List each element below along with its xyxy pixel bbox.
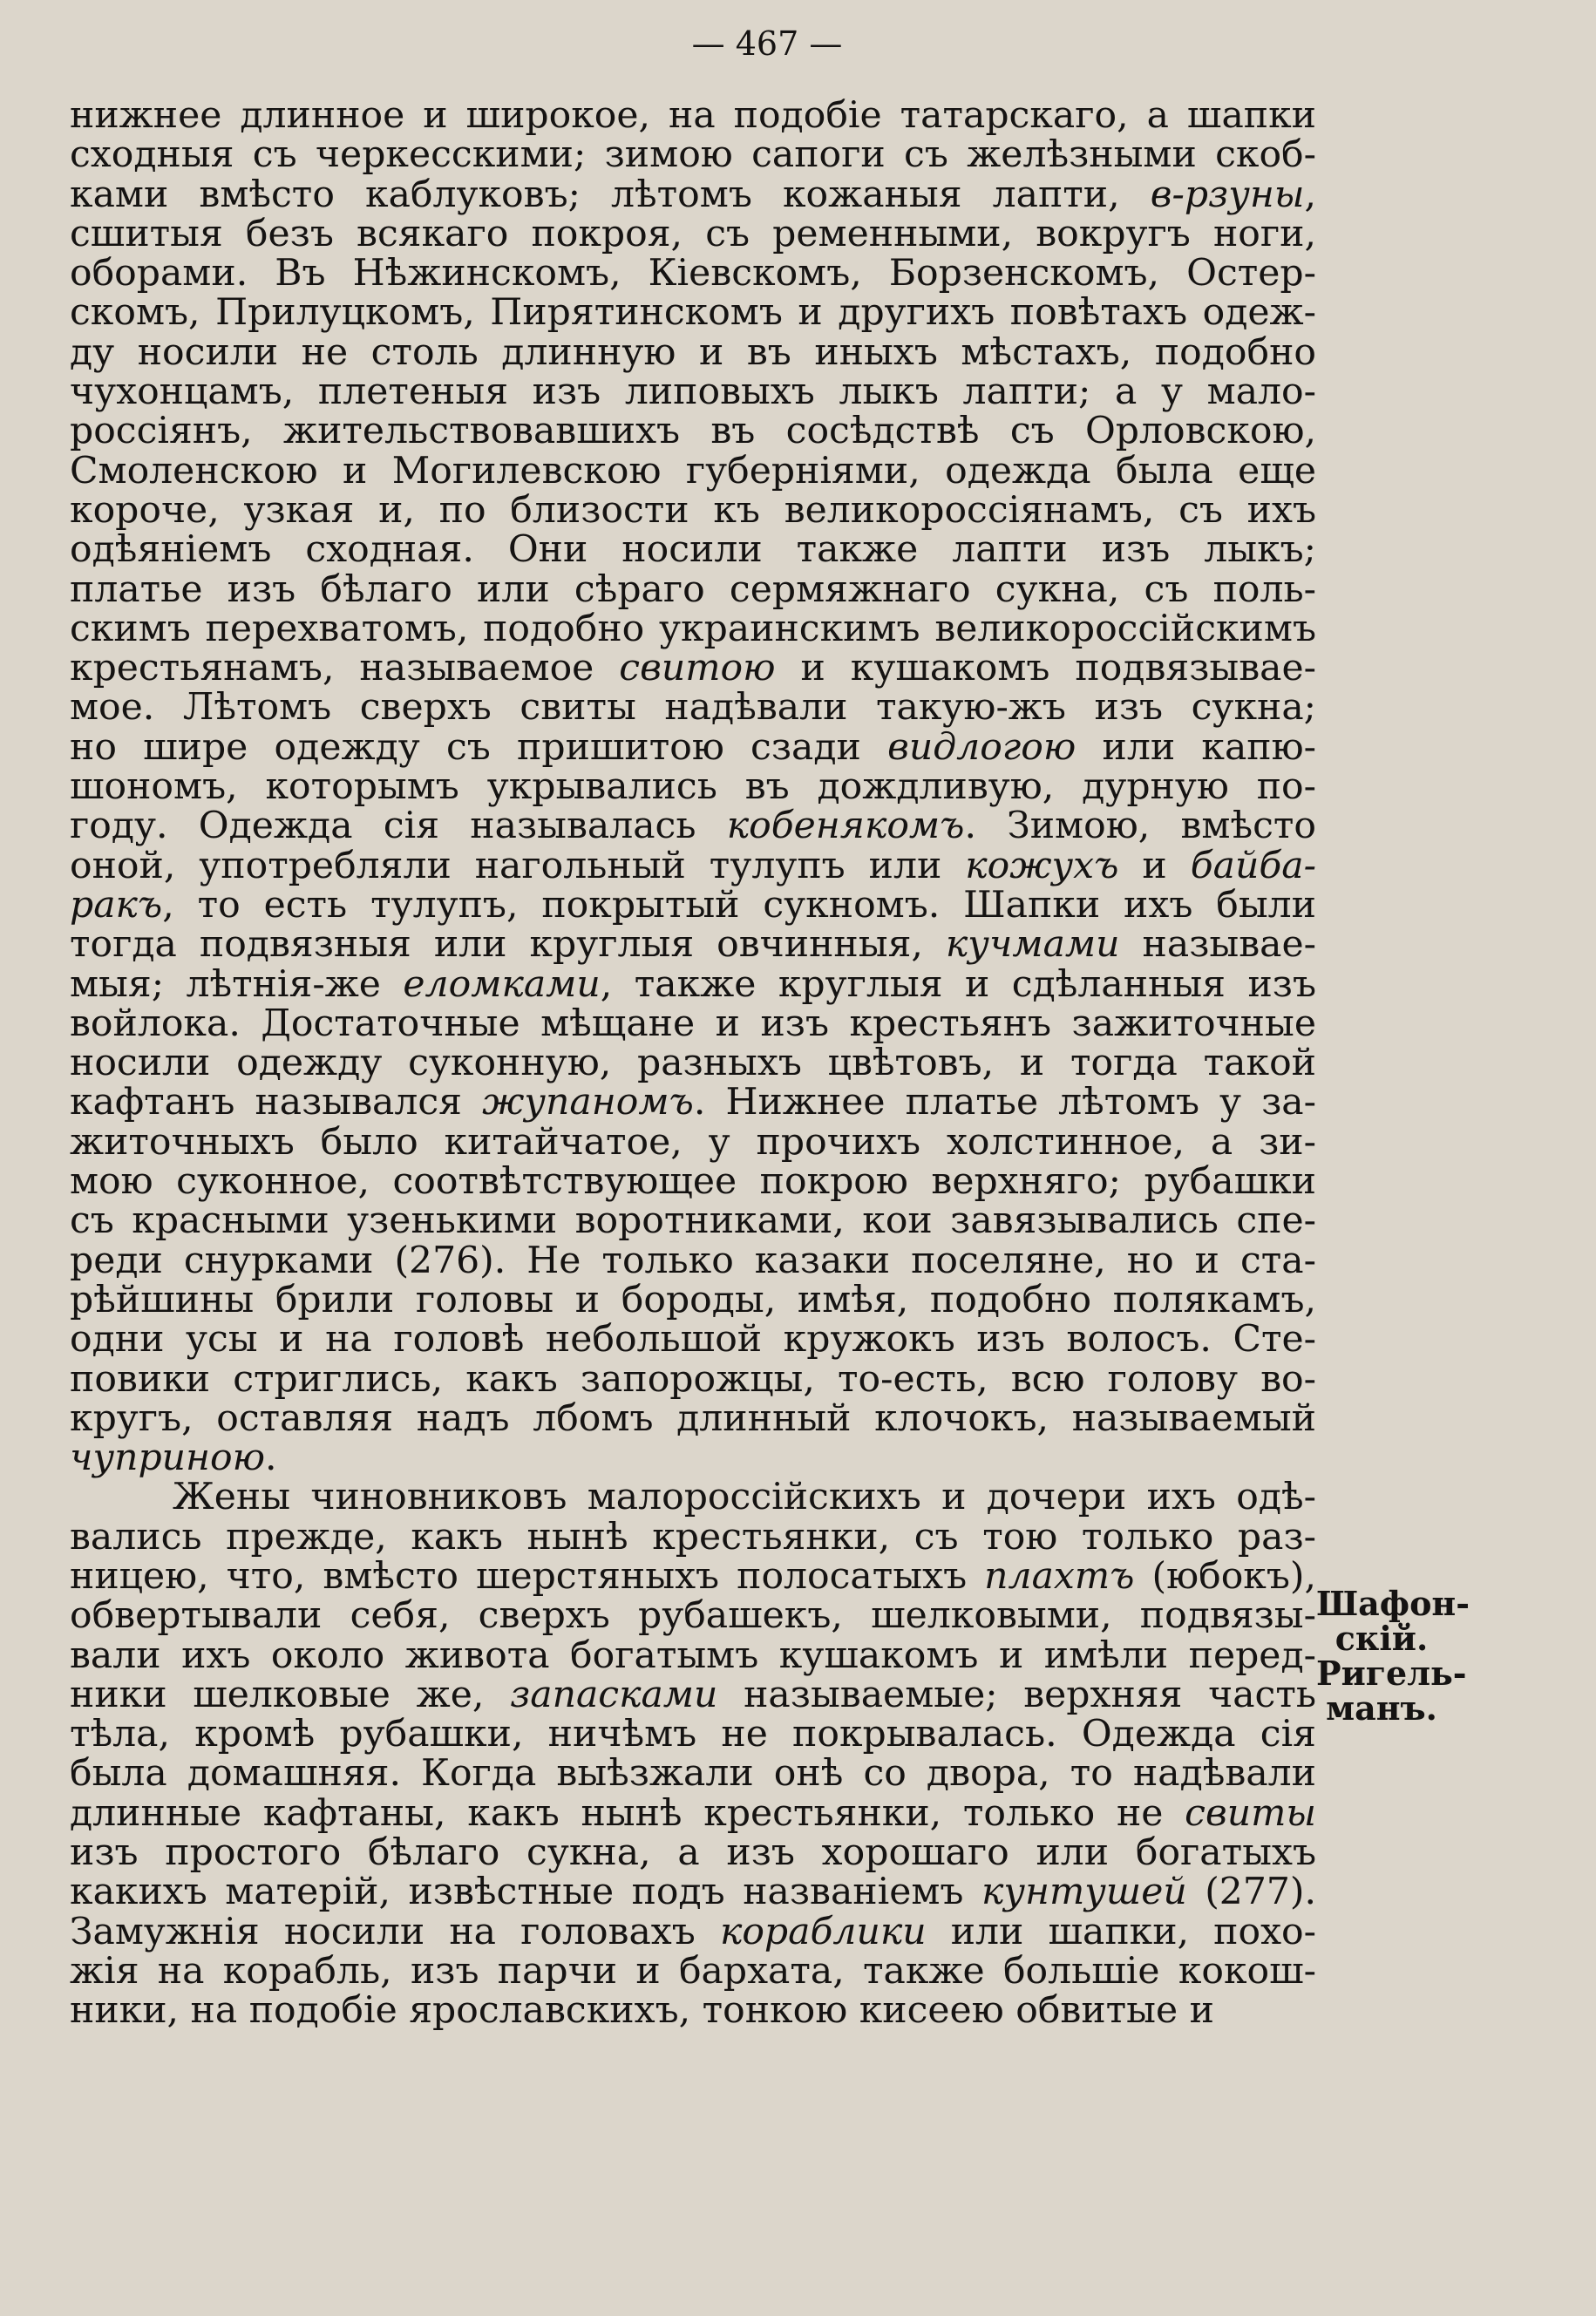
italic-term: плахтъ [984,1554,1135,1598]
text-segment: мыя; лѣтнія-же [70,962,404,1006]
text-segment: ники, на подобіе ярославскихъ, тонкою кисеею обвитые и [70,1989,1214,2033]
text-line [70,370,1316,414]
text-segment: была домашняя. Когда выѣзжали онѣ со двора, то надѣвали [70,1752,1316,1796]
text-segment: Жены чиновниковъ малороссійскихъ и дочери ихъ одѣ- [173,1476,1316,1519]
text-line [70,1241,1316,1280]
paragraph-2 [70,1476,1316,2033]
text-line [70,330,1316,374]
text-line [70,846,1316,886]
text-segment: одѣяніемъ сходная. Они носили также лапти изъ лыкъ; [70,528,1316,572]
text-line [70,1357,1316,1401]
text-line [70,1912,1316,1952]
text-segment: сшитыя безъ всякаго покроя, съ ременными, вокругъ ноги, [70,212,1316,255]
paragraph-1 [70,94,1317,1480]
text-segment: ками вмѣсто каблуковъ; лѣтомъ кожаныя лапти, [70,173,1151,216]
page-number: 467 [735,24,799,63]
text-segment: шономъ, которымъ укрывались въ дождливую, дурную по- [70,765,1316,809]
text-segment: чухонцамъ, плетеныя изъ липовыхъ лыкъ лапти; а у мало- [70,370,1316,414]
text-line [70,1949,1316,1993]
text-line [70,725,1316,769]
italic-term: свитою [619,647,776,690]
text-segment: тѣла, кромѣ рубашки, ничѣмъ не покрывалась. Одежда сія [70,1713,1316,1756]
text-line [70,96,1316,135]
text-line [70,1477,1316,1517]
text-segment: Замужнія носили на головахъ [70,1910,720,1953]
text-segment: кафтанъ назывался [70,1081,483,1124]
text-segment: , [1304,173,1316,216]
text-segment: , то есть тулупъ, покрытый сукномъ. Шапки ихъ были [162,883,1316,927]
text-line [70,1633,1316,1677]
text-line [70,1280,1316,1320]
italic-term: в-рзуны [1150,173,1305,216]
text-line [70,567,1316,611]
page-header [0,24,1534,63]
text-line [70,962,1316,1006]
text-line [70,1752,1316,1796]
text-line [70,1160,1316,1204]
text-segment: но шире одежду съ пришитою сзади [70,725,888,769]
text-segment: или капю- [1076,725,1316,769]
text-line [70,1083,1316,1122]
text-segment: платье изъ бѣлаго или сѣраго сермяжнаго сукна, съ поль- [70,567,1316,611]
text-line [70,1515,1316,1559]
text-line [70,1436,1316,1480]
text-segment: сходныя съ черкесскими; зимою сапоги съ желѣзными скоб- [70,133,1316,177]
margin-note-line: скій. [1335,1619,1429,1658]
text-segment: россіянъ, жительствовавшихъ въ сосѣдствѣ съ Орловскою, [70,410,1316,453]
margin-note-line: манъ. [1326,1688,1437,1728]
margin-note-line: Ригель- [1316,1654,1467,1693]
text-segment: году. Одежда сія называлась [70,805,727,848]
text-segment: ду носили не столь длинную и въ иныхъ мѣстахъ, подобно [70,330,1316,374]
header-dash-right: — [798,24,843,63]
text-line [70,1791,1316,1835]
text-segment: крестьянамъ, называемое [70,647,620,690]
text-segment: ники шелковые же, [70,1673,511,1716]
text-line [70,1120,1316,1164]
text-line [70,649,1316,688]
text-segment: обвертывали себя, сверхъ рубашекъ, шелковыми, подвязы- [70,1594,1316,1638]
italic-term: кобенякомъ [726,805,965,848]
italic-term: кожухъ [965,844,1119,887]
text-line [70,411,1316,451]
text-line [70,1831,1316,1875]
text-line [70,528,1316,572]
header-dash-left: — [691,24,736,63]
italic-term: кунтушей [981,1871,1187,1914]
italic-term: запасками [510,1673,718,1716]
text-line [70,175,1316,214]
text-line [70,1199,1316,1243]
text-segment: . Нижнее платье лѣтомъ у за- [693,1081,1316,1124]
italic-term: видлогою [887,725,1076,769]
text-segment: . [265,1436,277,1480]
text-line [70,1594,1316,1638]
text-segment: кругъ, оставляя надъ лбомъ длинный клочокъ, называемый [70,1396,1316,1440]
text-segment: войлока. Достаточные мѣщане и изъ крестьянъ зажиточные [70,1002,1316,1045]
italic-term: ракъ [70,883,163,927]
italic-term: еломками [403,962,601,1006]
text-segment: одни усы и на головѣ небольшой кружокъ изъ волосъ. Сте- [70,1318,1316,1362]
text-segment: Смоленскою и Могилевскою губерніями, одежда была еще [70,449,1316,492]
text-line [70,1675,1316,1715]
italic-term: жупаномъ [482,1081,694,1124]
text-line [70,133,1316,177]
text-segment: (юбокъ), [1134,1554,1316,1598]
text-segment: скимъ перехватомъ, подобно украинскимъ великороссійскимъ [70,607,1316,650]
text-segment: вали ихъ около живота богатымъ кушакомъ и имѣли перед- [70,1633,1316,1677]
text-line [70,214,1316,254]
text-segment: оной, употребляли нагольный тулупъ или [70,844,966,887]
margin-note-line: Шафон- [1316,1584,1470,1623]
body-text [70,96,1316,2031]
text-line [70,488,1316,532]
text-segment: реди снурками (276). Не только казаки поселяне, но и ста- [70,1239,1316,1282]
text-segment: или шапки, похо- [926,1910,1316,1953]
text-line [70,1318,1316,1362]
text-segment: и [1118,844,1191,887]
text-segment: повики стриглись, какъ запорожцы, то-есть, всю голову во- [70,1357,1316,1401]
italic-term: свиты [1185,1791,1316,1835]
text-segment: мое. Лѣтомъ сверхъ свиты надѣвали такую-жъ изъ сукна; [70,686,1316,730]
text-line [70,883,1316,927]
text-line [70,254,1316,293]
text-line [70,1396,1316,1440]
text-segment: тогда подвязныя или круглыя овчинныя, [70,923,946,967]
text-line [70,1715,1316,1754]
text-segment: , также круглыя и сдѣланныя изъ [600,962,1316,1006]
text-line [70,1004,1316,1043]
text-segment: съ красными узенькими воротниками, кои завязывались спе- [70,1199,1316,1243]
margin-note [1316,1584,1470,1728]
italic-term: кучмами [945,923,1120,967]
text-segment: и кушакомъ подвязывае- [775,647,1317,690]
text-line [70,1554,1316,1598]
text-segment: носили одежду суконную, разныхъ цвѣтовъ, и тогда такой [70,1042,1316,1085]
text-segment: нижнее длинное и широкое, на подобіе татарскаго, а шапки [70,94,1316,137]
text-line [70,806,1316,846]
text-segment: длинные кафтаны, какъ нынѣ крестьянки, только не [70,1791,1185,1835]
text-line [70,449,1316,492]
text-segment: называе- [1119,923,1316,967]
text-segment: изъ простого бѣлаго сукна, а изъ хорошаго или богатыхъ [70,1831,1316,1875]
text-segment: скомъ, Прилуцкомъ, Пирятинскомъ и другихъ повѣтахъ одеж- [70,291,1316,335]
text-segment: житочныхъ было китайчатое, у прочихъ холстинное, а зи- [70,1120,1316,1164]
text-line [70,291,1316,335]
text-line [70,765,1316,809]
text-segment: короче, узкая и, по близости къ великороссіянамъ, съ ихъ [70,488,1316,532]
text-line [70,1872,1316,1912]
text-segment: какихъ матерій, извѣстные подъ названіемъ [70,1871,981,1914]
text-line [70,686,1316,730]
italic-term: кораблики [719,1910,927,1953]
text-segment: ницею, что, вмѣсто шерстяныхъ полосатыхъ [70,1554,985,1598]
text-segment: рѣйшины брили головы и бороды, имѣя, подобно полякамъ, [70,1278,1316,1321]
text-segment: оборами. Въ Нѣжинскомъ, Кіевскомъ, Борзенскомъ, Остер- [70,252,1316,295]
text-line [70,1043,1316,1083]
text-segment: (277). [1186,1871,1316,1914]
text-line [70,609,1316,649]
text-segment: мою суконное, соотвѣтствующее покрою верхняго; рубашки [70,1160,1316,1204]
text-segment: жія на корабль, изъ парчи и бархата, также большіе кокош- [70,1949,1316,1993]
text-line [70,923,1316,967]
italic-term: байба- [1190,844,1316,887]
text-segment: вались прежде, какъ нынѣ крестьянки, съ тою только раз- [70,1515,1316,1559]
text-segment: называемые; верхняя часть [717,1673,1316,1716]
text-line [70,1989,1316,2033]
text-segment: . Зимою, вмѣсто [964,805,1316,848]
italic-term: чуприною [70,1436,266,1480]
